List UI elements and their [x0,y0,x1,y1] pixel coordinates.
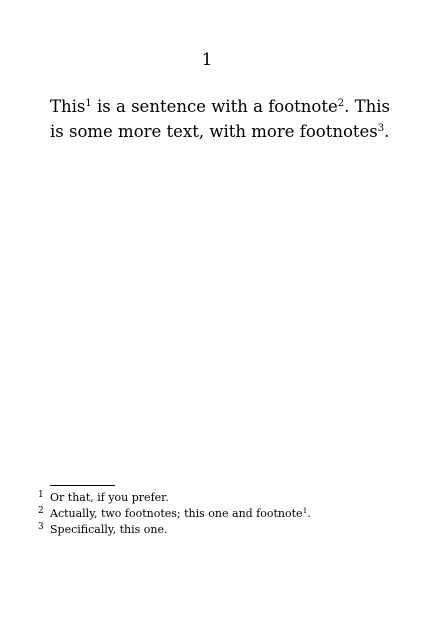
footnote-2: 2 Actually, two footnotes; this one and footnote$^1$. [38,506,311,520]
footnote-text: Actually, two footnotes; this one and footnote [50,507,303,520]
footnote-inline-ref[interactable]: 1 [302,506,308,515]
body-text-segment: This [50,97,86,116]
page-number: 1 [201,50,213,70]
footnote-text: Specifically, this one. [50,523,168,536]
footnotes [38,490,398,538]
footnote-3: 3 Specifically, this one. [38,522,168,536]
footnote-ref-1[interactable]: 1 [85,98,92,109]
body-paragraph [50,94,390,144]
footnote-text: Or that, if you prefer. [50,491,169,504]
footnote-text-suffix: . [307,507,311,520]
body-text-segment: is a sentence with a footnote [91,97,338,116]
footnote-rule [50,485,115,486]
body-text-segment: . This is some more text, with more footnotes [50,97,391,141]
footnote-ref-3[interactable]: 3 [377,123,385,134]
footnote-1: 1 Or that, if you prefer. [38,490,169,504]
footnote-ref-2[interactable]: 2 [337,98,345,109]
body-text-segment: . [384,122,390,141]
